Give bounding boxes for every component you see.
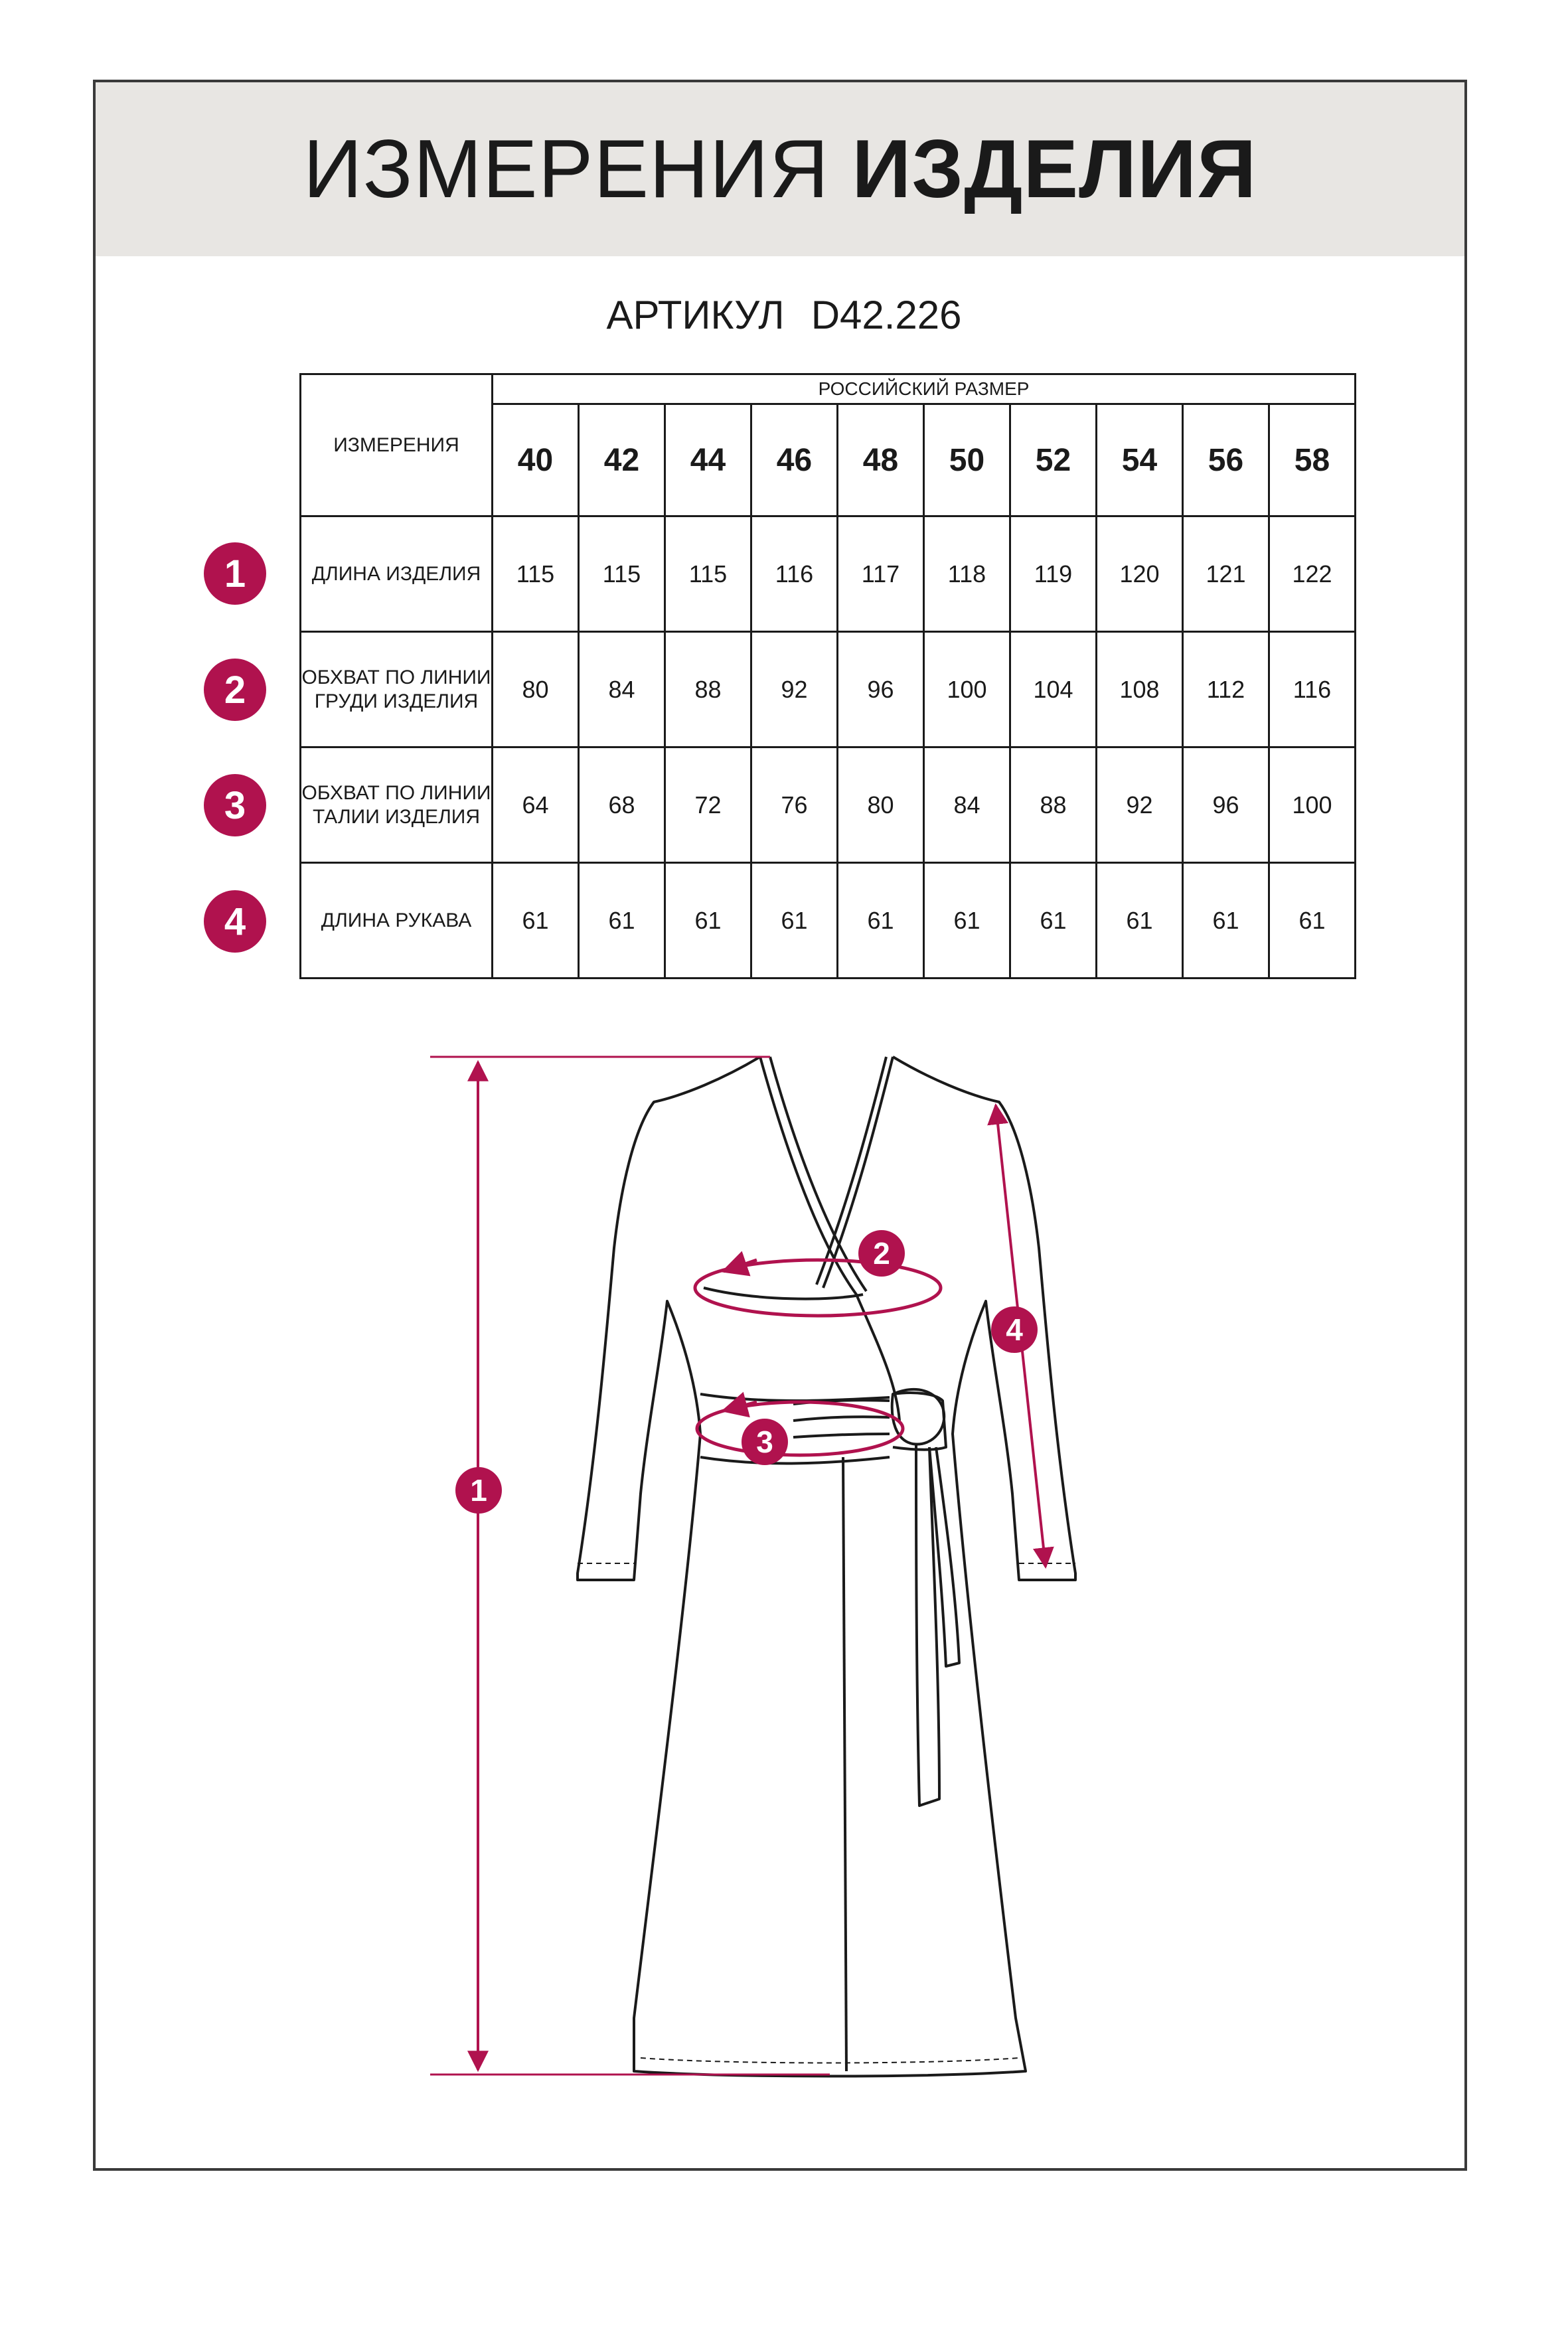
size-header: 48	[838, 404, 924, 516]
title-light: ИЗМЕРЕНИЯ	[303, 123, 830, 215]
row-number-badge: 2	[204, 659, 266, 721]
table-cell: 61	[665, 863, 751, 979]
row-label: ОБХВАТ ПО ЛИНИИ ТАЛИИ ИЗДЕЛИЯ	[301, 747, 493, 863]
drawing-marker-length: 1	[455, 1467, 502, 1514]
table-cell: 84	[924, 747, 1010, 863]
drawing-marker-waist: 3	[742, 1419, 788, 1465]
table-cell: 80	[838, 747, 924, 863]
table-cell: 116	[1269, 632, 1356, 747]
table-cell: 115	[579, 516, 665, 632]
row-number-badge: 1	[204, 542, 266, 605]
table-cell: 122	[1269, 516, 1356, 632]
row-number-badge: 3	[204, 774, 266, 836]
table-cell: 118	[924, 516, 1010, 632]
size-header: 52	[1010, 404, 1097, 516]
table-cell: 100	[1269, 747, 1356, 863]
size-header: 44	[665, 404, 751, 516]
table-cell: 108	[1097, 632, 1183, 747]
article-code: D42.226	[811, 293, 962, 337]
table-cell: 104	[1010, 632, 1097, 747]
table-cell: 116	[751, 516, 838, 632]
row-number-badge: 4	[204, 890, 266, 953]
table-cell: 100	[924, 632, 1010, 747]
table-cell: 64	[493, 747, 579, 863]
table-cell: 92	[1097, 747, 1183, 863]
size-header: 40	[493, 404, 579, 516]
drawing-marker-sleeve: 4	[991, 1306, 1038, 1353]
article-label: АРТИКУЛ	[606, 293, 785, 337]
table-cell: 68	[579, 747, 665, 863]
table-cell: 121	[1183, 516, 1269, 632]
table-cell: 76	[751, 747, 838, 863]
table-cell: 80	[493, 632, 579, 747]
table-cell: 96	[838, 632, 924, 747]
row-label: ДЛИНА ИЗДЕЛИЯ	[301, 516, 493, 632]
table-cell: 61	[838, 863, 924, 979]
table-cell: 88	[1010, 747, 1097, 863]
dress-outline	[578, 1057, 1075, 2077]
size-header: 54	[1097, 404, 1183, 516]
table-cell: 115	[493, 516, 579, 632]
table-cell: 61	[579, 863, 665, 979]
row-label: ОБХВАТ ПО ЛИНИИ ГРУДИ ИЗДЕЛИЯ	[301, 632, 493, 747]
table-cell: 88	[665, 632, 751, 747]
size-header: 56	[1183, 404, 1269, 516]
title-bold: ИЗДЕЛИЯ	[852, 123, 1257, 215]
table-cell: 61	[493, 863, 579, 979]
size-header: 46	[751, 404, 838, 516]
measurements-header: ИЗМЕРЕНИЯ	[301, 374, 493, 516]
drawing-marker-bust: 2	[858, 1230, 905, 1277]
table-cell: 120	[1097, 516, 1183, 632]
table-cell: 92	[751, 632, 838, 747]
table-cell: 117	[838, 516, 924, 632]
stitch-lines	[578, 1563, 1075, 2063]
table-cell: 84	[579, 632, 665, 747]
size-header: 42	[579, 404, 665, 516]
table-cell: 115	[665, 516, 751, 632]
table-cell: 61	[1269, 863, 1356, 979]
size-group-header: РОССИЙСКИЙ РАЗМЕР	[493, 374, 1356, 404]
table-cell: 61	[1010, 863, 1097, 979]
table-cell: 61	[1097, 863, 1183, 979]
table-cell: 112	[1183, 632, 1269, 747]
size-header: 58	[1269, 404, 1356, 516]
size-header: 50	[924, 404, 1010, 516]
row-label: ДЛИНА РУКАВА	[301, 863, 493, 979]
table-cell: 61	[924, 863, 1010, 979]
table-cell: 96	[1183, 747, 1269, 863]
table-cell: 61	[751, 863, 838, 979]
table-cell: 61	[1183, 863, 1269, 979]
table-cell: 72	[665, 747, 751, 863]
table-cell: 119	[1010, 516, 1097, 632]
